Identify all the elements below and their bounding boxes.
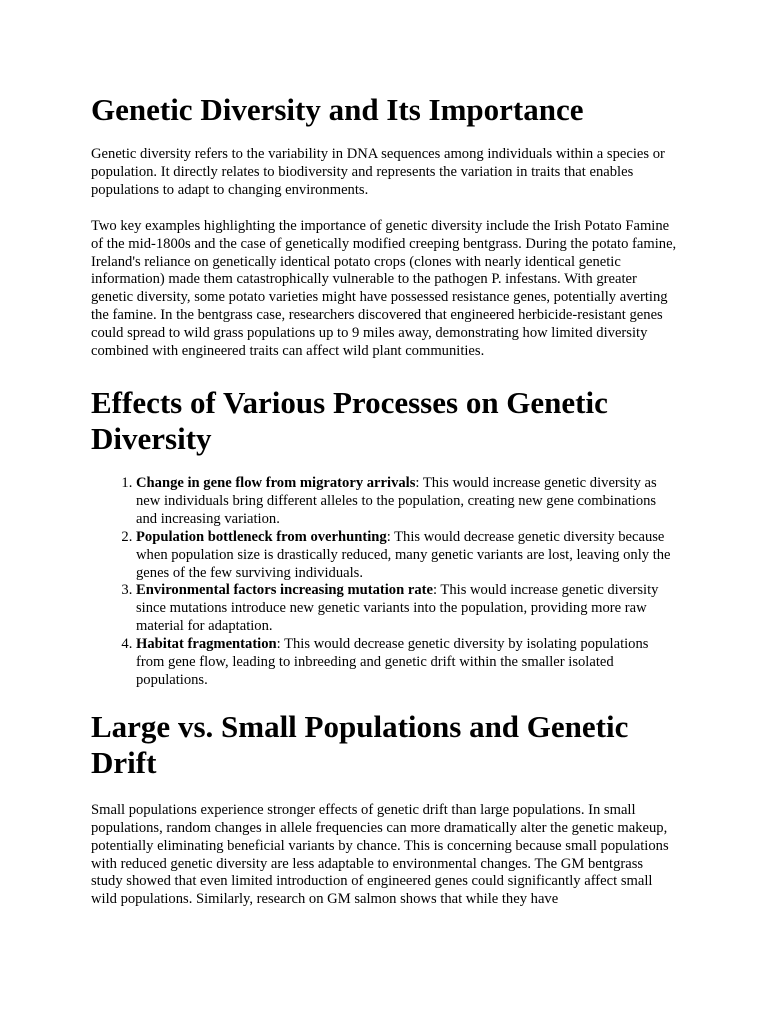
list-item-term: Habitat fragmentation xyxy=(136,636,277,653)
list-item xyxy=(136,529,678,583)
list-item-text: : This would increase genetic diversity since mutations introduce new genetic variants into the population, providing more raw material for adaptation. xyxy=(136,582,659,635)
paragraph-definition: Genetic diversity refers to the variability in DNA sequences among individuals within a species or population. It directly relates to biodiversity and represents the variation in traits that enables populations to adapt to changing environments. xyxy=(91,146,665,198)
list-item-term: Population bottleneck from overhunting xyxy=(136,528,387,545)
paragraph-examples: Two key examples highlighting the importance of genetic diversity include the Irish Potato Famine of the mid-1800s and the case of genetically modified creeping bentgrass. During the potato famine, Ireland's reliance on genetically identical potato crops (clones with nearly identical genetic information) made them catastrophically vulnerable to the pathogen P. infestans. With greater genetic diversity, some potato varieties might have possessed resistance genes, potentially averting the famine. In the bentgrass case, researchers discovered that engineered herbicide-resistant genes could spread to wild grass populations up to 9 miles away, demonstrating how limited diversity combined with engineered traits can affect wild plant communities. xyxy=(91,217,677,360)
section-heading-populations-drift: Large vs. Small Populations and Genetic Drift xyxy=(91,708,629,780)
section-heading-effects: Effects of Various Processes on Genetic Diversity xyxy=(91,384,608,456)
list-item-term: Environmental factors increasing mutation rate xyxy=(136,582,433,599)
list-item-text: : This would decrease genetic diversity because when population size is drastically reduced, many genetic variants are lost, leaving only the genes of the few surviving individuals. xyxy=(136,528,671,581)
section-heading-genetic-diversity: Genetic Diversity and Its Importance xyxy=(91,92,584,127)
paragraph-genetic-drift: Small populations experience stronger effects of genetic drift than large populations. In small populations, random changes in allele frequencies can more dramatically alter the genetic makeup, potentially eliminating beneficial variants by chance. This is concerning because small populations with reduced genetic diversity are less adaptable to environmental changes. The GM bentgrass study showed that even limited introduction of engineered genes could significantly affect small wild populations. Similarly, research on GM salmon shows that while they have xyxy=(91,801,669,908)
list-item-text: : This would decrease genetic diversity by isolating populations from gene flow, leading to inbreeding and genetic drift within the smaller isolated populations. xyxy=(136,636,649,688)
effects-list xyxy=(91,475,678,690)
list-item xyxy=(136,582,678,636)
list-item xyxy=(136,475,678,529)
list-item-text: : This would increase genetic diversity as new individuals bring different alleles to the population, creating new gene combinations and increasing variation. xyxy=(136,474,657,527)
list-item-term: Change in gene flow from migratory arrivals xyxy=(136,474,416,491)
list-item xyxy=(136,636,678,690)
